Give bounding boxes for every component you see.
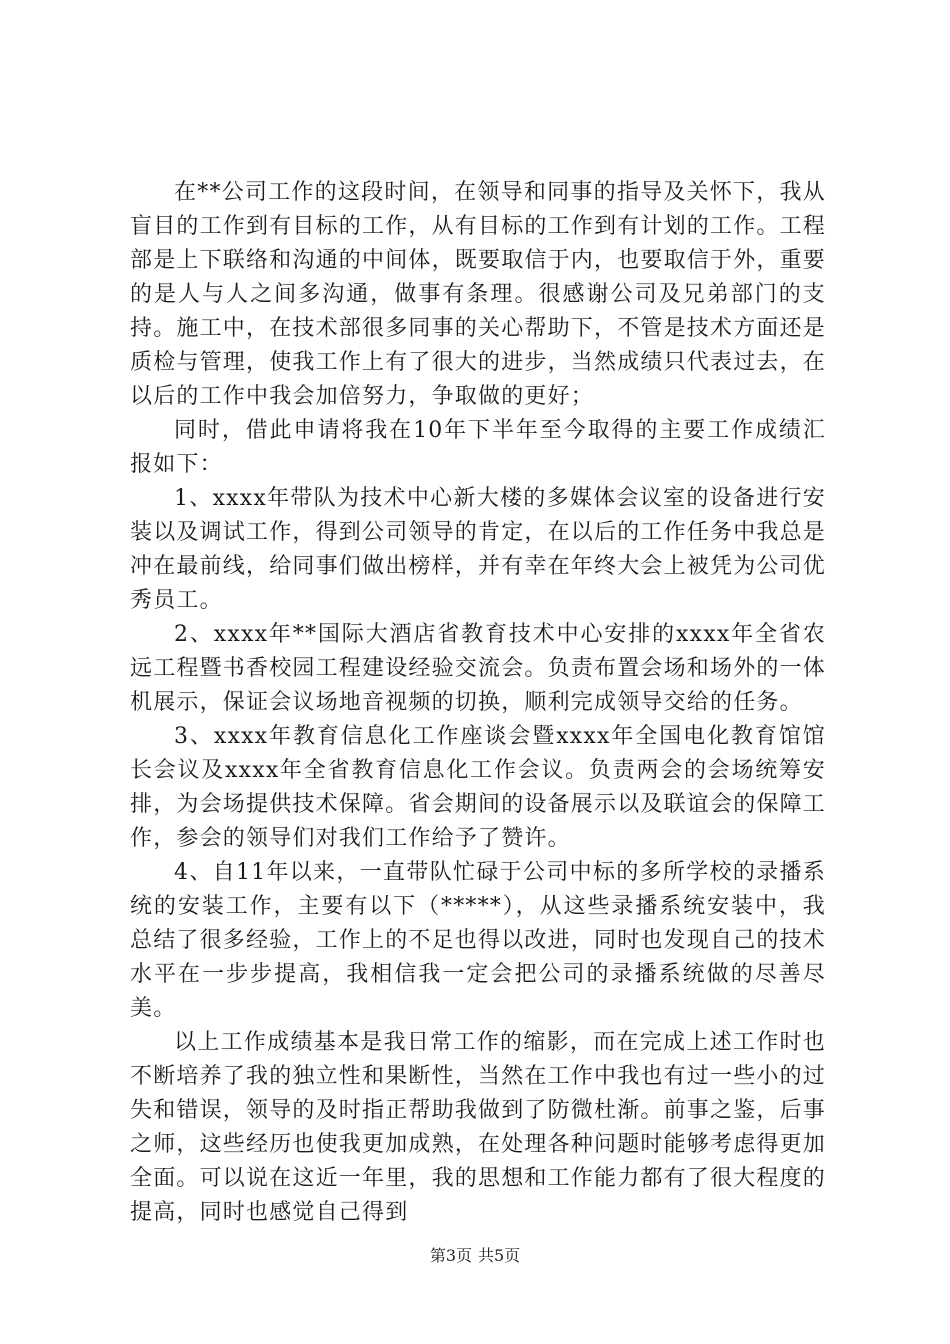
paragraph-item-2: 2、xxxx年**国际大酒店省教育技术中心安排的xxxx年全省农远工程暨书香校园工程建设经验交流会。负责布置会场和场外的一体机展示，保证会议场地音视频的切换，顺利完成领导交给的任务。: [130, 622, 827, 715]
paragraph-item-4: 4、自11年以来，一直带队忙碌于公司中标的多所学校的录播系统的安装工作，主要有以下（*****），从这些录播系统安装中，我总结了很多经验，工作上的不足也得以改进，同时也发现自己的技术水平在一步步提高，我相信我一定会把公司的录播系统做的尽善尽美。: [130, 860, 827, 1021]
paragraph-conclusion: 以上工作成绩基本是我日常工作的缩影，而在完成上述工作时也不断培养了我的独立性和果断性，当然在工作中我也有过一些小的过失和错误，领导的及时指正帮助我做到了防微杜渐。前事之鉴，后事之师，这些经历也使我更加成熟，在处理各种问题时能够考虑得更加全面。可以说在这近一年里，我的思想和工作能力都有了很大程度的提高，同时也感觉自己得到: [130, 1030, 827, 1225]
document-body: [130, 176, 826, 1230]
paragraph-intro: 在**公司工作的这段时间，在领导和同事的指导及关怀下，我从盲目的工作到有目标的工作，从有目标的工作到有计划的工作。工程部是上下联络和沟通的中间体，既要取信于内，也要取信于外，重要的是人与人之间多沟通，做事有条理。很感谢公司及兄弟部门的支持。施工中，在技术部很多同事的关心帮助下，不管是技术方面还是质检与管理，使我工作上有了很大的进步，当然成绩只代表过去，在以后的工作中我会加倍努力，争取做的更好；: [130, 180, 827, 409]
page-number: 第3页: [429, 1246, 472, 1265]
paragraph-summary-lead: 同时，借此申请将我在10年下半年至今取得的主要工作成绩汇报如下：: [130, 418, 826, 477]
page-footer: [0, 1245, 950, 1267]
paragraph-item-1: 1、xxxx年带队为技术中心新大楼的多媒体会议室的设备进行安装以及调试工作，得到公司领导的肯定，在以后的工作任务中我总是冲在最前线，给同事们做出榜样，并有幸在年终大会上被凭为公司优秀员工。: [130, 486, 827, 613]
page-total: 共5页: [478, 1246, 521, 1265]
paragraph-item-3: 3、xxxx年教育信息化工作座谈会暨xxxx年全国电化教育馆馆长会议及xxxx年全省教育信息化工作会议。负责两会的会场统筹安排，为会场提供技术保障。省会期间的设备展示以及联谊会的保障工作，参会的领导们对我们工作给予了赞许。: [130, 724, 827, 851]
